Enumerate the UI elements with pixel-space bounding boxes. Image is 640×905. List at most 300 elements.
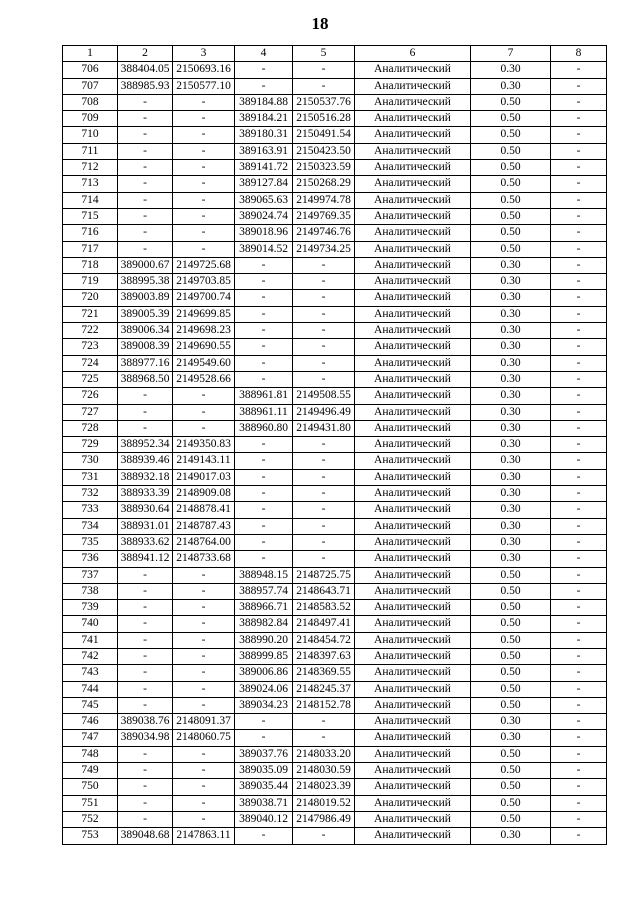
table-cell: 388961.11 <box>235 404 293 420</box>
table-cell: 389037.76 <box>235 746 293 762</box>
table-cell: - <box>293 502 355 518</box>
table-cell: 726 <box>63 388 118 404</box>
table-cell: 751 <box>63 795 118 811</box>
table-cell: 2148909.08 <box>173 486 235 502</box>
table-cell: 389006.34 <box>118 323 173 339</box>
table-cell: - <box>118 111 173 127</box>
table-cell: 725 <box>63 371 118 387</box>
table-cell: 740 <box>63 616 118 632</box>
table-cell: - <box>173 160 235 176</box>
table-cell: 388404.05 <box>118 62 173 78</box>
table-cell: 0.30 <box>471 371 551 387</box>
table-cell: - <box>173 811 235 827</box>
table-cell: 733 <box>63 502 118 518</box>
table-cell: - <box>118 241 173 257</box>
table-cell: 720 <box>63 290 118 306</box>
table-cell: Аналитический <box>355 518 471 534</box>
table-cell: Аналитический <box>355 94 471 110</box>
table-cell: - <box>235 257 293 273</box>
table-row <box>63 486 607 502</box>
table-cell: 389184.21 <box>235 111 293 127</box>
table-row <box>63 225 607 241</box>
table-cell: 0.50 <box>471 176 551 192</box>
table-cell: Аналитический <box>355 534 471 550</box>
table-cell: 748 <box>63 746 118 762</box>
coordinates-table <box>62 45 607 845</box>
table-row <box>63 681 607 697</box>
header-cell: 7 <box>471 46 551 62</box>
table-row <box>63 518 607 534</box>
table-cell: - <box>551 160 607 176</box>
table-cell: - <box>293 306 355 322</box>
table-cell: - <box>551 600 607 616</box>
table-cell: - <box>118 763 173 779</box>
table-cell: - <box>551 388 607 404</box>
table-cell: 388930.64 <box>118 502 173 518</box>
table-cell: 2148060.75 <box>173 730 235 746</box>
table-row <box>63 665 607 681</box>
table-cell: - <box>173 388 235 404</box>
table-cell: 2148497.41 <box>293 616 355 632</box>
table-cell: 0.30 <box>471 62 551 78</box>
table-cell: 2148030.59 <box>293 763 355 779</box>
table-cell: - <box>551 143 607 159</box>
table-cell: 0.30 <box>471 388 551 404</box>
table-cell: 0.50 <box>471 143 551 159</box>
table-cell: - <box>551 225 607 241</box>
table-cell: - <box>173 600 235 616</box>
table-row <box>63 453 607 469</box>
header-cell: 6 <box>355 46 471 62</box>
table-cell: 746 <box>63 714 118 730</box>
table-cell: - <box>118 160 173 176</box>
table-cell: - <box>551 665 607 681</box>
table-row <box>63 371 607 387</box>
table-cell: 2148245.37 <box>293 681 355 697</box>
table-cell: 389008.39 <box>118 339 173 355</box>
table-cell: 747 <box>63 730 118 746</box>
table-cell: - <box>551 486 607 502</box>
table-cell: 389184.88 <box>235 94 293 110</box>
table-cell: 0.50 <box>471 616 551 632</box>
table-cell: - <box>551 616 607 632</box>
table-cell: 2148725.75 <box>293 567 355 583</box>
table-cell: 0.30 <box>471 257 551 273</box>
table-cell: - <box>293 62 355 78</box>
table-cell: 0.50 <box>471 160 551 176</box>
header-cell: 5 <box>293 46 355 62</box>
table-cell: 0.30 <box>471 534 551 550</box>
table-row <box>63 257 607 273</box>
table-cell: - <box>551 714 607 730</box>
table-cell: - <box>551 274 607 290</box>
table-cell: 2148454.72 <box>293 632 355 648</box>
table-row <box>63 274 607 290</box>
table-row <box>63 355 607 371</box>
table-cell: 389000.67 <box>118 257 173 273</box>
table-cell: 0.50 <box>471 795 551 811</box>
table-cell: 0.30 <box>471 306 551 322</box>
table-cell: 389003.89 <box>118 290 173 306</box>
table-cell: 2149549.60 <box>173 355 235 371</box>
table-row <box>63 714 607 730</box>
table-cell: - <box>235 323 293 339</box>
table-cell: 741 <box>63 632 118 648</box>
table-cell: - <box>235 78 293 94</box>
table-cell: - <box>173 420 235 436</box>
table-cell: Аналитический <box>355 437 471 453</box>
table-cell: 0.30 <box>471 274 551 290</box>
table-cell: - <box>118 665 173 681</box>
table-cell: 0.50 <box>471 811 551 827</box>
table-cell: 743 <box>63 665 118 681</box>
table-cell: - <box>173 665 235 681</box>
table-cell: 0.50 <box>471 192 551 208</box>
table-cell: - <box>235 730 293 746</box>
table-cell: Аналитический <box>355 681 471 697</box>
table-cell: 388939.46 <box>118 453 173 469</box>
table-row <box>63 176 607 192</box>
table-cell: - <box>118 795 173 811</box>
table-row <box>63 111 607 127</box>
table-cell: - <box>118 127 173 143</box>
table-row <box>63 420 607 436</box>
table-cell: - <box>173 746 235 762</box>
table-cell: 388985.93 <box>118 78 173 94</box>
table-cell: 753 <box>63 828 118 844</box>
table-cell: - <box>173 697 235 713</box>
table-cell: 389065.63 <box>235 192 293 208</box>
table-cell: 0.50 <box>471 225 551 241</box>
table-cell: 0.30 <box>471 323 551 339</box>
table-cell: 2149698.23 <box>173 323 235 339</box>
table-cell: 732 <box>63 486 118 502</box>
table-body <box>63 62 607 844</box>
table-cell: - <box>551 583 607 599</box>
table-cell: - <box>551 469 607 485</box>
table-cell: - <box>235 62 293 78</box>
table-cell: Аналитический <box>355 502 471 518</box>
table-row <box>63 143 607 159</box>
table-cell: - <box>551 339 607 355</box>
table-cell: - <box>118 600 173 616</box>
table-cell: - <box>173 795 235 811</box>
table-cell: Аналитический <box>355 616 471 632</box>
table-cell: 2148583.52 <box>293 600 355 616</box>
table-cell: - <box>293 78 355 94</box>
table-row <box>63 306 607 322</box>
table-cell: 745 <box>63 697 118 713</box>
table-cell: - <box>293 469 355 485</box>
table-cell: 0.50 <box>471 632 551 648</box>
table-cell: - <box>551 730 607 746</box>
table-cell: 750 <box>63 779 118 795</box>
table-row <box>63 828 607 844</box>
table-cell: 2149725.68 <box>173 257 235 273</box>
table-cell: 727 <box>63 404 118 420</box>
table-cell: 389018.96 <box>235 225 293 241</box>
header-cell: 8 <box>551 46 607 62</box>
table-cell: - <box>173 225 235 241</box>
table-cell: 389163.91 <box>235 143 293 159</box>
table-cell: Аналитический <box>355 62 471 78</box>
table-cell: 388960.80 <box>235 420 293 436</box>
table-cell: Аналитический <box>355 192 471 208</box>
table-cell: 730 <box>63 453 118 469</box>
table-cell: 735 <box>63 534 118 550</box>
table-row <box>63 616 607 632</box>
table-cell: 723 <box>63 339 118 355</box>
table-cell: 714 <box>63 192 118 208</box>
table-row <box>63 697 607 713</box>
table-cell: 389006.86 <box>235 665 293 681</box>
table-cell: 719 <box>63 274 118 290</box>
table-row <box>63 323 607 339</box>
table-cell: 2150693.16 <box>173 62 235 78</box>
table-cell: 707 <box>63 78 118 94</box>
table-row <box>63 437 607 453</box>
table-cell: - <box>551 795 607 811</box>
table-cell: - <box>293 257 355 273</box>
table-cell: 2148019.52 <box>293 795 355 811</box>
table-row <box>63 632 607 648</box>
table-cell: - <box>173 94 235 110</box>
table-cell: 388968.50 <box>118 371 173 387</box>
table-cell: - <box>173 681 235 697</box>
table-cell: - <box>118 746 173 762</box>
table-cell: - <box>551 404 607 420</box>
table-cell: 388933.39 <box>118 486 173 502</box>
table-cell: - <box>293 437 355 453</box>
table-cell: - <box>551 78 607 94</box>
table-cell: - <box>173 632 235 648</box>
table-cell: Аналитический <box>355 160 471 176</box>
table-cell: - <box>173 127 235 143</box>
table-cell: - <box>551 697 607 713</box>
table-row <box>63 730 607 746</box>
table-cell: 2149017.03 <box>173 469 235 485</box>
table-cell: Аналитический <box>355 306 471 322</box>
table-cell: 0.30 <box>471 551 551 567</box>
table-cell: - <box>235 290 293 306</box>
table-cell: 736 <box>63 551 118 567</box>
table-cell: - <box>118 583 173 599</box>
table-cell: 2150423.50 <box>293 143 355 159</box>
table-cell: Аналитический <box>355 111 471 127</box>
table-cell: 742 <box>63 648 118 664</box>
header-cell: 3 <box>173 46 235 62</box>
table-cell: 0.50 <box>471 583 551 599</box>
table-cell: - <box>551 518 607 534</box>
table-cell: 388977.16 <box>118 355 173 371</box>
table-cell: 0.50 <box>471 779 551 795</box>
table-cell: 2150268.29 <box>293 176 355 192</box>
table-cell: - <box>235 502 293 518</box>
table-cell: - <box>551 453 607 469</box>
table-cell: - <box>118 176 173 192</box>
table-cell: 731 <box>63 469 118 485</box>
table-cell: - <box>551 257 607 273</box>
table-cell: - <box>551 551 607 567</box>
table-cell: 388933.62 <box>118 534 173 550</box>
table-cell: Аналитический <box>355 567 471 583</box>
table-cell: - <box>118 404 173 420</box>
header-row <box>63 46 607 62</box>
table-cell: 728 <box>63 420 118 436</box>
table-cell: Аналитический <box>355 225 471 241</box>
table-cell: 706 <box>63 62 118 78</box>
table-cell: - <box>551 127 607 143</box>
table-cell: Аналитический <box>355 176 471 192</box>
table-cell: 0.30 <box>471 453 551 469</box>
table-cell: - <box>118 388 173 404</box>
table-cell: - <box>551 746 607 762</box>
table-cell: - <box>551 502 607 518</box>
table-row <box>63 502 607 518</box>
table-cell: - <box>235 453 293 469</box>
table-cell: 717 <box>63 241 118 257</box>
table-cell: - <box>235 437 293 453</box>
table-cell: 0.30 <box>471 420 551 436</box>
table-row <box>63 290 607 306</box>
table-cell: 2150323.59 <box>293 160 355 176</box>
table-cell: Аналитический <box>355 127 471 143</box>
table-cell: - <box>235 469 293 485</box>
table-cell: - <box>551 828 607 844</box>
table-cell: Аналитический <box>355 323 471 339</box>
table-cell: 2148091.37 <box>173 714 235 730</box>
table-row <box>63 795 607 811</box>
table-cell: 389005.39 <box>118 306 173 322</box>
table-cell: - <box>173 567 235 583</box>
table-cell: - <box>551 632 607 648</box>
table-cell: 388952.34 <box>118 437 173 453</box>
table-cell: 0.30 <box>471 502 551 518</box>
table-cell: Аналитический <box>355 583 471 599</box>
table-cell: - <box>173 143 235 159</box>
table-cell: - <box>293 453 355 469</box>
table-cell: Аналитический <box>355 388 471 404</box>
table-cell: 2148397.63 <box>293 648 355 664</box>
table-cell: - <box>118 697 173 713</box>
table-cell: - <box>551 62 607 78</box>
table-cell: 0.30 <box>471 339 551 355</box>
table-cell: - <box>173 111 235 127</box>
table-cell: 388941.12 <box>118 551 173 567</box>
table-cell: - <box>235 306 293 322</box>
table-cell: - <box>293 355 355 371</box>
table-cell: 0.30 <box>471 355 551 371</box>
table-cell: Аналитический <box>355 420 471 436</box>
table-cell: - <box>118 681 173 697</box>
table-cell: 2149769.35 <box>293 208 355 224</box>
table-cell: - <box>235 714 293 730</box>
table-cell: - <box>293 274 355 290</box>
table-cell: 389038.76 <box>118 714 173 730</box>
table-cell: - <box>551 648 607 664</box>
table-cell: - <box>173 192 235 208</box>
table-cell: - <box>235 339 293 355</box>
table-cell: - <box>235 828 293 844</box>
table-cell: 715 <box>63 208 118 224</box>
table-cell: 2150577.10 <box>173 78 235 94</box>
table-row <box>63 404 607 420</box>
table-cell: Аналитический <box>355 746 471 762</box>
table-cell: 0.50 <box>471 241 551 257</box>
table-cell: 737 <box>63 567 118 583</box>
table-cell: Аналитический <box>355 551 471 567</box>
table-cell: 389038.71 <box>235 795 293 811</box>
table-cell: 389034.23 <box>235 697 293 713</box>
table-cell: - <box>118 616 173 632</box>
table-cell: 388995.38 <box>118 274 173 290</box>
table-cell: Аналитический <box>355 290 471 306</box>
table-cell: Аналитический <box>355 486 471 502</box>
table-row <box>63 763 607 779</box>
table-cell: 0.50 <box>471 567 551 583</box>
table-cell: 2149690.55 <box>173 339 235 355</box>
table-cell: 0.30 <box>471 404 551 420</box>
table-cell: - <box>235 371 293 387</box>
table-row <box>63 746 607 762</box>
table-cell: - <box>293 290 355 306</box>
table-cell: Аналитический <box>355 371 471 387</box>
table-cell: Аналитический <box>355 632 471 648</box>
table-cell: - <box>173 616 235 632</box>
table-cell: 389040.12 <box>235 811 293 827</box>
table-row <box>63 160 607 176</box>
table-cell: - <box>293 828 355 844</box>
table-row <box>63 779 607 795</box>
table-cell: 0.30 <box>471 78 551 94</box>
table-cell: 0.50 <box>471 648 551 664</box>
table-cell: - <box>118 94 173 110</box>
table-cell: Аналитический <box>355 828 471 844</box>
table-cell: 0.30 <box>471 437 551 453</box>
table-cell: - <box>551 323 607 339</box>
table-cell: - <box>551 420 607 436</box>
table-cell: - <box>173 583 235 599</box>
header-cell: 1 <box>63 46 118 62</box>
table-cell: 0.50 <box>471 763 551 779</box>
table-row <box>63 534 607 550</box>
table-cell: 389141.72 <box>235 160 293 176</box>
table-row <box>63 567 607 583</box>
table-cell: 716 <box>63 225 118 241</box>
table-cell: 0.30 <box>471 714 551 730</box>
table-cell: - <box>551 567 607 583</box>
table-cell: - <box>551 290 607 306</box>
table-cell: - <box>118 567 173 583</box>
table-cell: 0.50 <box>471 600 551 616</box>
table-cell: Аналитический <box>355 795 471 811</box>
table-row <box>63 811 607 827</box>
table-cell: Аналитический <box>355 404 471 420</box>
header-cell: 4 <box>235 46 293 62</box>
table-cell: 708 <box>63 94 118 110</box>
table-cell: 389048.68 <box>118 828 173 844</box>
table-cell: 389024.06 <box>235 681 293 697</box>
table-cell: Аналитический <box>355 453 471 469</box>
table-cell: 0.50 <box>471 746 551 762</box>
table-cell: 752 <box>63 811 118 827</box>
table-cell: Аналитический <box>355 779 471 795</box>
table-cell: - <box>118 648 173 664</box>
table-cell: - <box>551 371 607 387</box>
table-cell: 2149350.83 <box>173 437 235 453</box>
table-row <box>63 583 607 599</box>
table-cell: 2149431.80 <box>293 420 355 436</box>
